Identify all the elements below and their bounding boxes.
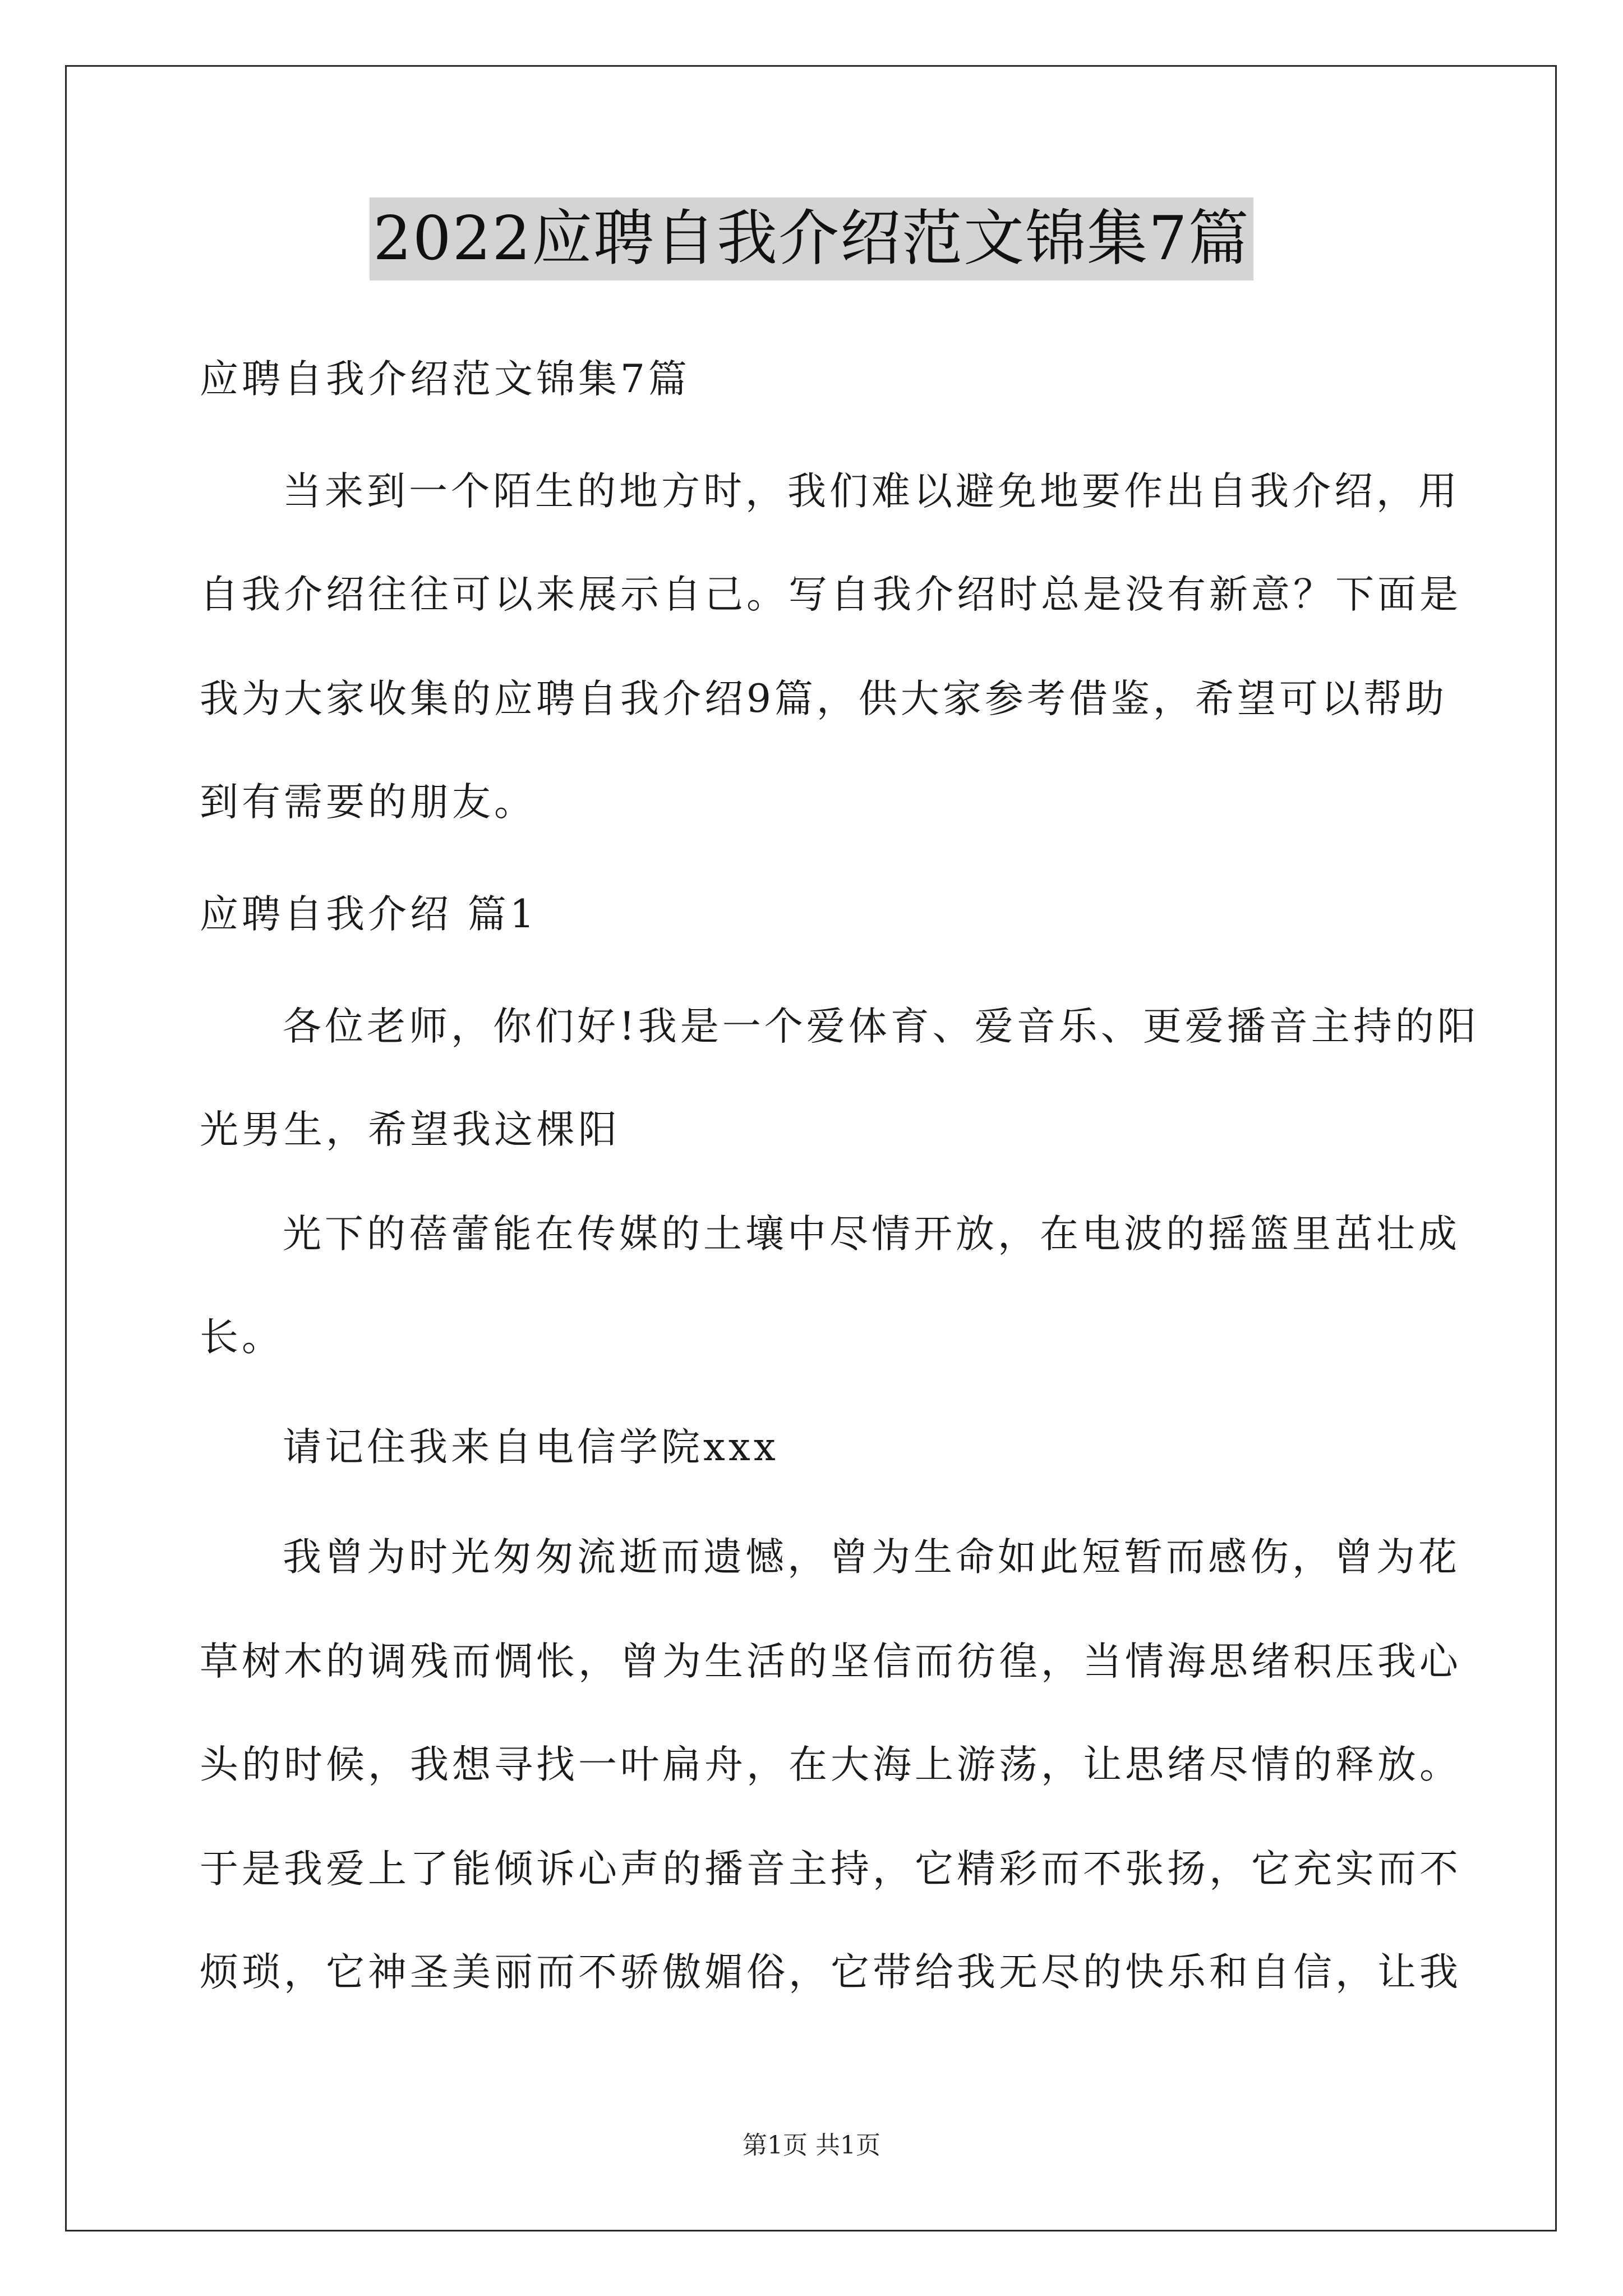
paragraph-line: 长。: [200, 1315, 284, 1360]
paragraph-line: 请记住我来自电信学院xxx: [283, 1425, 779, 1470]
paragraph-line: 于是我爱上了能倾诉心声的播音主持，它精彩而不张扬，它充实而不: [200, 1847, 1461, 1892]
paragraph-line: 当来到一个陌生的地方时，我们难以避免地要作出自我介绍，用: [283, 469, 1460, 514]
paragraph-line: 头的时候，我想寻找一叶扁舟，在大海上游荡，让思绪尽情的释放。: [200, 1742, 1461, 1787]
paragraph-line: 各位老师，你们好!我是一个爱体育、爱音乐、更爱播音主持的阳: [283, 1004, 1479, 1049]
document-title: 2022应聘自我介绍范文锦集7篇: [370, 197, 1253, 280]
paragraph-line: 我为大家收集的应聘自我介绍9篇，供大家参考借鉴，希望可以帮助: [200, 677, 1447, 721]
paragraph-line: 到有需要的朋友。: [200, 780, 536, 825]
paragraph-line: 烦琐，它神圣美丽而不骄傲媚俗，它带给我无尽的快乐和自信，让我: [200, 1950, 1461, 1995]
paragraph-line: 草树木的调残而惆怅，曾为生活的坚信而彷徨，当情海思绪积压我心: [200, 1639, 1461, 1684]
paragraph-line: 我曾为时光匆匆流逝而遗憾，曾为生命如此短暂而感伤，曾为花: [283, 1535, 1460, 1580]
paragraph-line: 光男生，希望我这棵阳: [200, 1107, 620, 1152]
page-footer: 第1页 共1页: [743, 2131, 880, 2160]
paragraph-line: 光下的蓓蕾能在传媒的土壤中尽情开放，在电波的摇篮里茁壮成: [283, 1212, 1460, 1257]
title-container: [0, 197, 1623, 280]
section-heading: 应聘自我介绍 篇1: [200, 892, 538, 937]
subtitle-line: 应聘自我介绍范文锦集7篇: [200, 357, 690, 402]
paragraph-line: 自我介绍往往可以来展示自己。写自我介绍时总是没有新意？下面是: [200, 572, 1461, 617]
